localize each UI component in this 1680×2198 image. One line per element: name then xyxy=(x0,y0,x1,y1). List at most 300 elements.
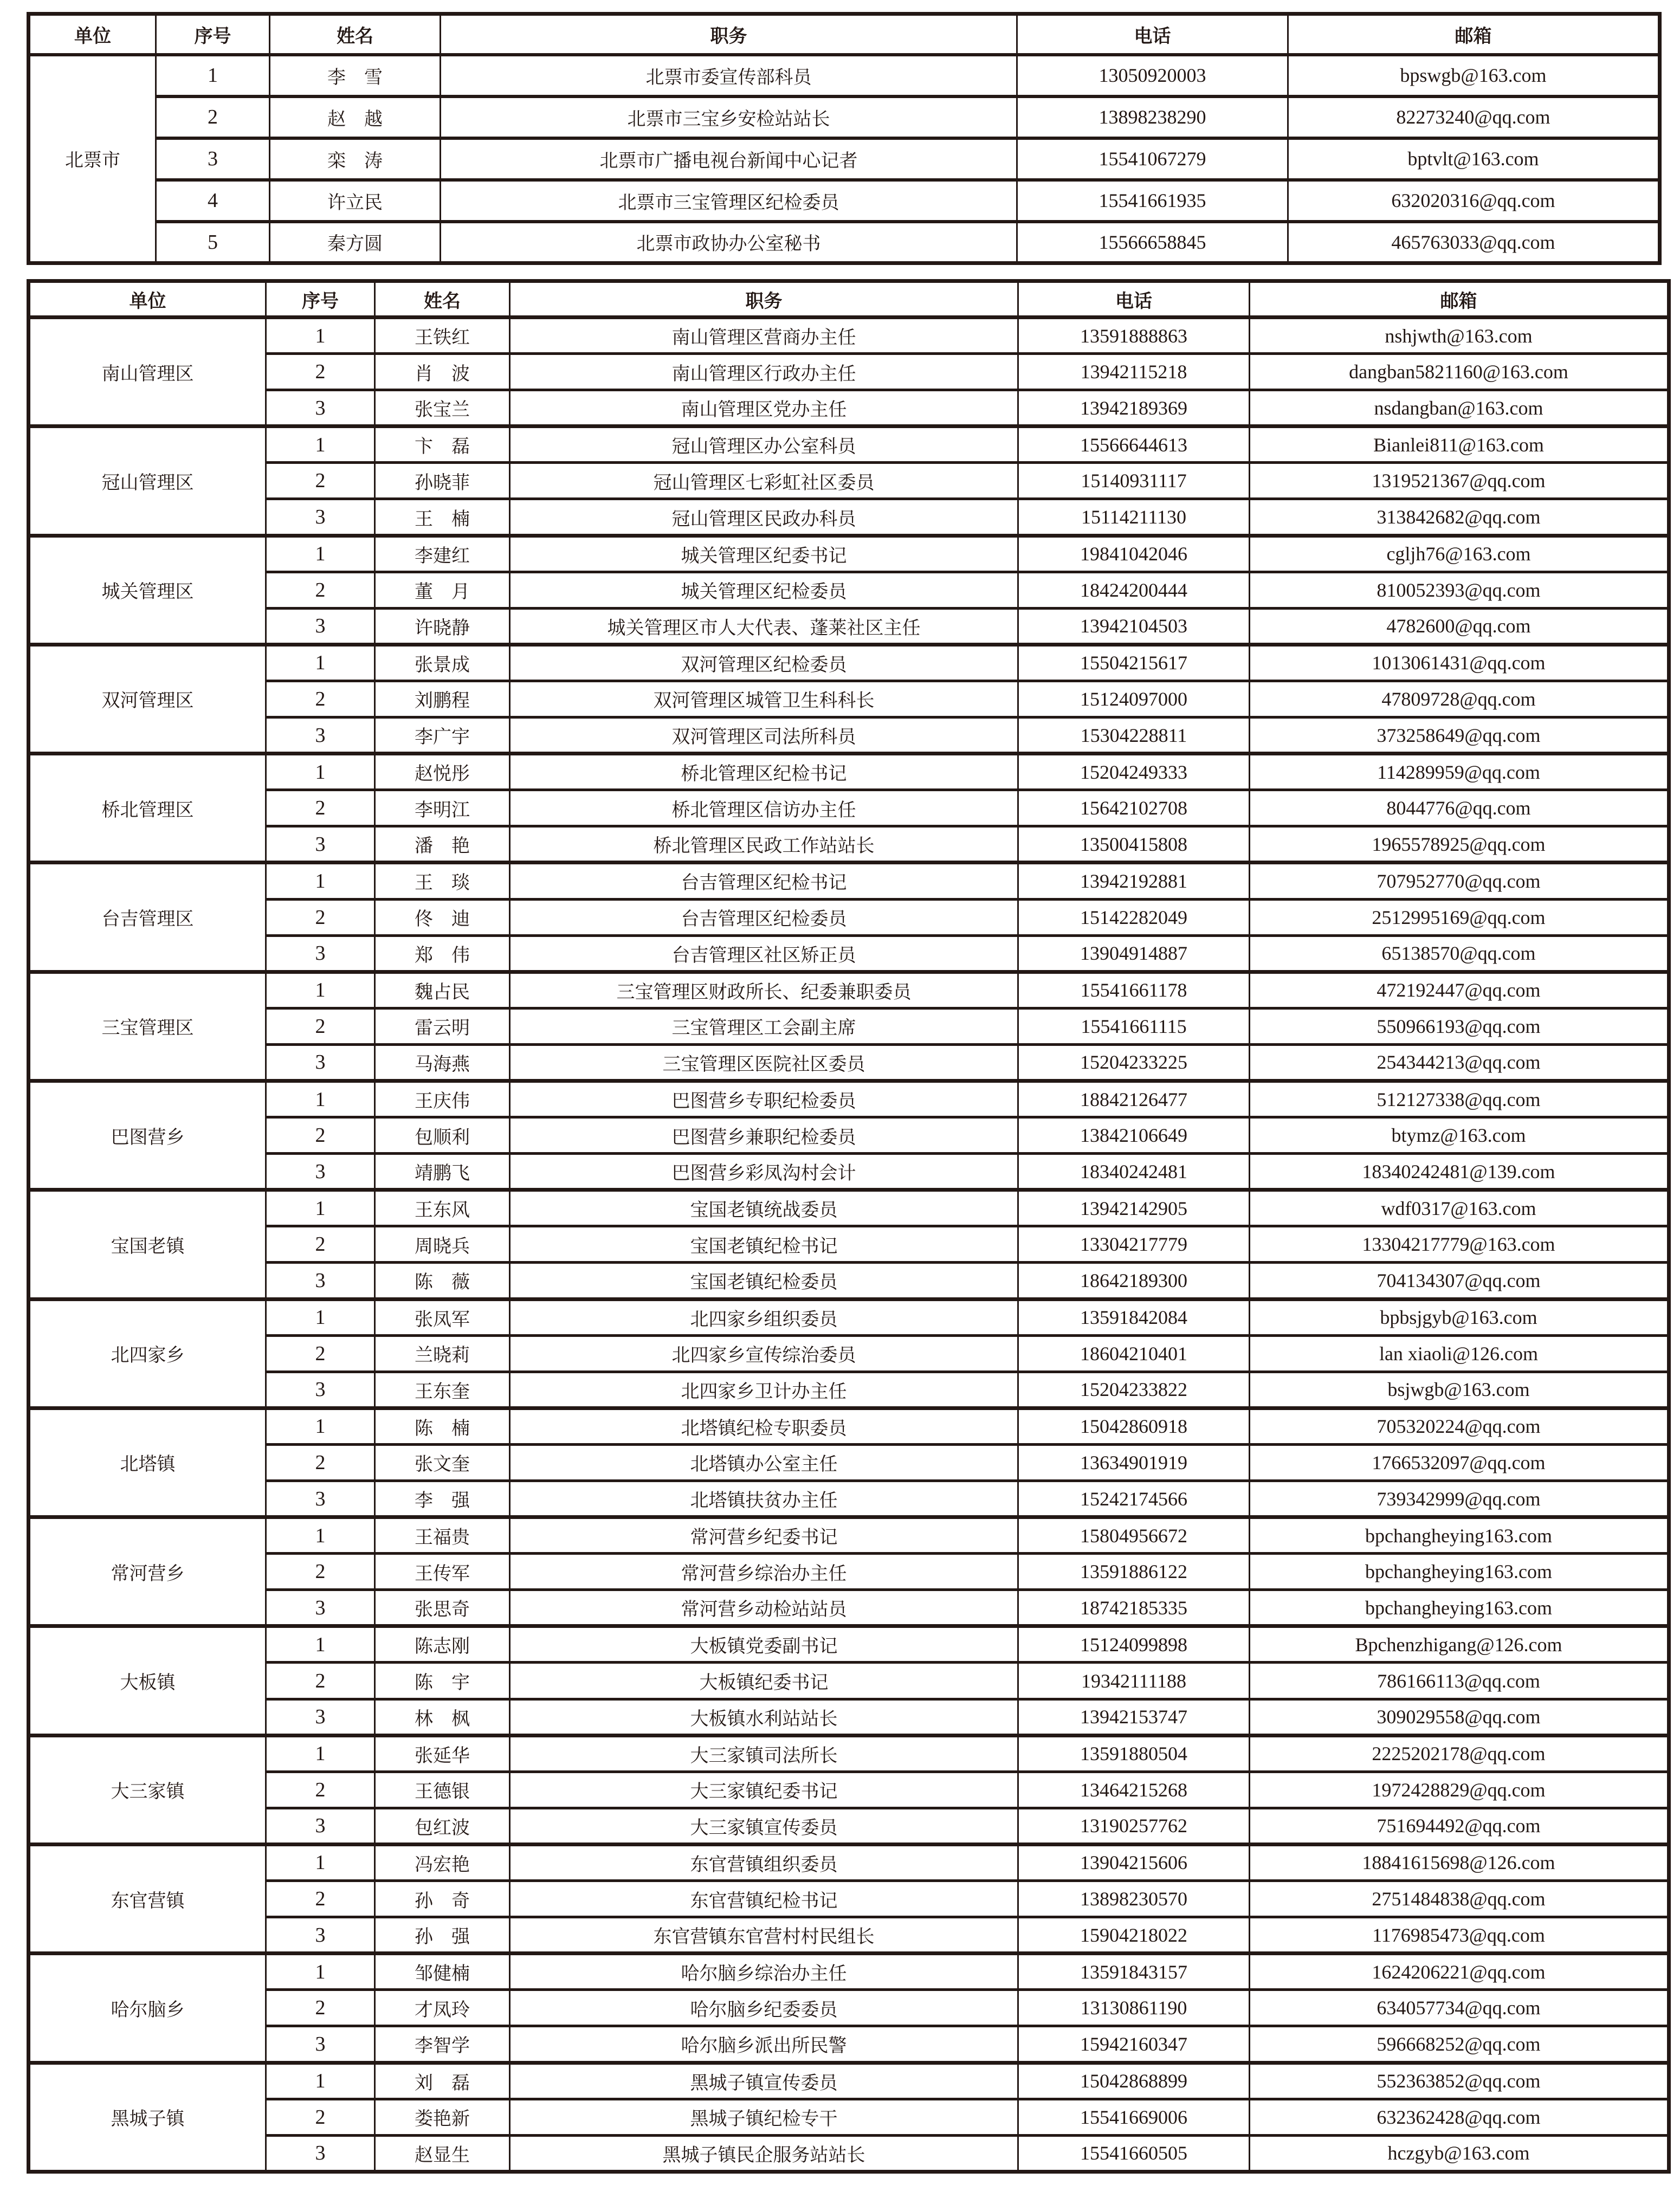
row-number-cell: 2 xyxy=(266,681,375,717)
header-phone: 电话 xyxy=(1018,281,1250,318)
title-cell: 三宝管理区财政所长、纪委兼职委员 xyxy=(510,972,1018,1008)
title-cell: 大板镇水利站站长 xyxy=(510,1699,1018,1735)
name-cell: 赵悦彤 xyxy=(375,754,510,790)
email-cell: 373258649@qq.com xyxy=(1250,717,1669,754)
name-cell: 雷云明 xyxy=(375,1008,510,1044)
row-number-cell: 3 xyxy=(266,1481,375,1517)
title-cell: 哈尔脑乡派出所民警 xyxy=(510,2026,1018,2063)
unit-cell: 巴图营乡 xyxy=(29,1081,266,1189)
phone-cell: 18604210401 xyxy=(1018,1335,1250,1372)
title-cell: 黑城子镇纪检专干 xyxy=(510,2099,1018,2135)
row-number-cell: 1 xyxy=(266,1954,375,1990)
unit-cell: 三宝管理区 xyxy=(29,972,266,1081)
title-cell: 常河营乡纪委书记 xyxy=(510,1517,1018,1554)
title-cell: 大板镇党委副书记 xyxy=(510,1626,1018,1663)
table-row xyxy=(29,1554,1669,1590)
name-cell: 冯宏艳 xyxy=(375,1844,510,1880)
title-cell: 桥北管理区信访办主任 xyxy=(510,790,1018,826)
phone-cell: 13942115218 xyxy=(1018,354,1250,390)
name-cell: 栾 涛 xyxy=(270,138,441,180)
phone-cell: 18340242481 xyxy=(1018,1154,1250,1190)
name-cell: 王传军 xyxy=(375,1554,510,1590)
email-cell: nshjwth@163.com xyxy=(1250,318,1669,354)
table-row xyxy=(29,1917,1669,1954)
phone-cell: 13904215606 xyxy=(1018,1844,1250,1880)
phone-cell: 13591843157 xyxy=(1018,1954,1250,1990)
name-cell: 李建红 xyxy=(375,535,510,572)
phone-cell: 15204233225 xyxy=(1018,1044,1250,1081)
name-cell: 陈 宇 xyxy=(375,1663,510,1699)
header-title: 职务 xyxy=(441,14,1017,55)
title-cell: 大三家镇司法所长 xyxy=(510,1735,1018,1772)
email-cell: 596668252@qq.com xyxy=(1250,2026,1669,2063)
table-row xyxy=(29,1408,1669,1444)
row-number-cell: 1 xyxy=(266,1408,375,1444)
title-cell: 三宝管理区医院社区委员 xyxy=(510,1044,1018,1081)
email-cell: bptvlt@163.com xyxy=(1288,138,1660,180)
row-number-cell: 2 xyxy=(266,790,375,826)
row-number-cell: 3 xyxy=(266,1044,375,1081)
table-row xyxy=(29,318,1669,354)
phone-cell: 18642189300 xyxy=(1018,1263,1250,1299)
name-cell: 佟 迪 xyxy=(375,899,510,935)
title-cell: 双河管理区城管卫生科科长 xyxy=(510,681,1018,717)
name-cell: 张文奎 xyxy=(375,1444,510,1481)
unit-cell: 北四家乡 xyxy=(29,1299,266,1408)
phone-cell: 15804956672 xyxy=(1018,1517,1250,1554)
phone-cell: 13942142905 xyxy=(1018,1190,1250,1226)
row-number-cell: 3 xyxy=(266,1263,375,1299)
phone-cell: 13591880504 xyxy=(1018,1735,1250,1772)
table-row xyxy=(29,1808,1669,1844)
title-cell: 三宝管理区工会副主席 xyxy=(510,1008,1018,1044)
table-row xyxy=(29,1590,1669,1626)
row-number-cell: 2 xyxy=(266,899,375,935)
table-row xyxy=(29,1954,1669,1990)
title-cell: 北票市三宝管理区纪检委员 xyxy=(441,180,1017,222)
email-cell: bpchangheying163.com xyxy=(1250,1517,1669,1554)
name-cell: 娄艳新 xyxy=(375,2099,510,2135)
row-number-cell: 1 xyxy=(266,863,375,899)
email-cell: 1624206221@qq.com xyxy=(1250,1954,1669,1990)
row-number-cell: 3 xyxy=(266,390,375,426)
row-number-cell: 1 xyxy=(266,535,375,572)
title-cell: 台吉管理区社区矫正员 xyxy=(510,935,1018,972)
row-number-cell: 2 xyxy=(266,1008,375,1044)
email-cell: 550966193@qq.com xyxy=(1250,1008,1669,1044)
title-cell: 冠山管理区民政办科员 xyxy=(510,499,1018,535)
row-number-cell: 3 xyxy=(266,1699,375,1735)
table-row xyxy=(29,2099,1669,2135)
table-row xyxy=(29,499,1669,535)
name-cell: 周晓兵 xyxy=(375,1226,510,1263)
row-number-cell: 2 xyxy=(266,1226,375,1263)
name-cell: 魏占民 xyxy=(375,972,510,1008)
title-cell: 北塔镇办公室主任 xyxy=(510,1444,1018,1481)
table-row xyxy=(29,1990,1669,2026)
name-cell: 赵 越 xyxy=(270,96,441,138)
name-cell: 张凤军 xyxy=(375,1299,510,1335)
email-cell: 1766532097@qq.com xyxy=(1250,1444,1669,1481)
row-number-cell: 1 xyxy=(266,426,375,463)
email-cell: lan xiaoli@126.com xyxy=(1250,1335,1669,1372)
name-cell: 刘 磊 xyxy=(375,2063,510,2099)
title-cell: 北票市广播电视台新闻中心记者 xyxy=(441,138,1017,180)
email-cell: 786166113@qq.com xyxy=(1250,1663,1669,1699)
email-cell: 705320224@qq.com xyxy=(1250,1408,1669,1444)
name-cell: 李广宇 xyxy=(375,717,510,754)
header-number: 序号 xyxy=(266,281,375,318)
title-cell: 台吉管理区纪检委员 xyxy=(510,899,1018,935)
table-row xyxy=(29,1481,1669,1517)
row-number-cell: 1 xyxy=(266,1844,375,1880)
name-cell: 林 枫 xyxy=(375,1699,510,1735)
title-cell: 城关管理区市人大代表、蓬莱社区主任 xyxy=(510,608,1018,644)
name-cell: 刘鹏程 xyxy=(375,681,510,717)
title-cell: 东官营镇东官营村村民组长 xyxy=(510,1917,1018,1954)
table-row xyxy=(29,935,1669,972)
row-number-cell: 3 xyxy=(266,1590,375,1626)
phone-cell: 15042860918 xyxy=(1018,1408,1250,1444)
row-number-cell: 2 xyxy=(266,2099,375,2135)
name-cell: 孙 强 xyxy=(375,1917,510,1954)
title-cell: 南山管理区党办主任 xyxy=(510,390,1018,426)
name-cell: 张景成 xyxy=(375,644,510,681)
row-number-cell: 3 xyxy=(266,2135,375,2171)
name-cell: 马海燕 xyxy=(375,1044,510,1081)
row-number-cell: 1 xyxy=(266,754,375,790)
row-number-cell: 3 xyxy=(266,1917,375,1954)
phone-cell: 15541660505 xyxy=(1018,2135,1250,2171)
title-cell: 东官营镇组织委员 xyxy=(510,1844,1018,1880)
row-number-cell: 3 xyxy=(266,1372,375,1408)
contact-table-districts xyxy=(27,279,1671,2174)
phone-cell: 13050920003 xyxy=(1017,55,1288,96)
unit-cell: 东官营镇 xyxy=(29,1844,266,1953)
table-row xyxy=(29,1844,1669,1880)
name-cell: 王福贵 xyxy=(375,1517,510,1554)
row-number-cell: 1 xyxy=(266,644,375,681)
email-cell: 47809728@qq.com xyxy=(1250,681,1669,717)
row-number-cell: 5 xyxy=(156,222,270,263)
phone-cell: 15204249333 xyxy=(1018,754,1250,790)
row-number-cell: 1 xyxy=(266,318,375,354)
email-cell: 1013061431@qq.com xyxy=(1250,644,1669,681)
row-number-cell: 2 xyxy=(266,1117,375,1154)
row-number-cell: 2 xyxy=(266,572,375,608)
phone-cell: 15541067279 xyxy=(1017,138,1288,180)
email-cell: 739342999@qq.com xyxy=(1250,1481,1669,1517)
unit-cell: 宝国老镇 xyxy=(29,1190,266,1299)
table-row xyxy=(29,426,1669,463)
title-cell: 哈尔脑乡纪委委员 xyxy=(510,1990,1018,2026)
phone-cell: 18424200444 xyxy=(1018,572,1250,608)
email-cell: 313842682@qq.com xyxy=(1250,499,1669,535)
row-number-cell: 1 xyxy=(266,1190,375,1226)
table-row xyxy=(29,55,1660,96)
table-header-row xyxy=(29,281,1669,318)
table-row xyxy=(29,1881,1669,1917)
phone-cell: 13634901919 xyxy=(1018,1444,1250,1481)
title-cell: 桥北管理区民政工作站站长 xyxy=(510,826,1018,863)
table-row xyxy=(29,1299,1669,1335)
table-row xyxy=(29,463,1669,499)
phone-cell: 15541661178 xyxy=(1018,972,1250,1008)
name-cell: 肖 波 xyxy=(375,354,510,390)
table-row xyxy=(29,1081,1669,1117)
table-row xyxy=(29,972,1669,1008)
title-cell: 城关管理区纪检委员 xyxy=(510,572,1018,608)
row-number-cell: 3 xyxy=(266,935,375,972)
email-cell: 309029558@qq.com xyxy=(1250,1699,1669,1735)
phone-cell: 15566644613 xyxy=(1018,426,1250,463)
name-cell: 包顺利 xyxy=(375,1117,510,1154)
phone-cell: 13500415808 xyxy=(1018,826,1250,863)
unit-cell: 黑城子镇 xyxy=(29,2063,266,2171)
name-cell: 包红波 xyxy=(375,1808,510,1844)
title-cell: 巴图营乡兼职纪检委员 xyxy=(510,1117,1018,1154)
email-cell: 512127338@qq.com xyxy=(1250,1081,1669,1117)
email-cell: 632020316@qq.com xyxy=(1288,180,1660,222)
table-row xyxy=(29,1372,1669,1408)
row-number-cell: 2 xyxy=(266,354,375,390)
email-cell: Bpchenzhigang@126.com xyxy=(1250,1626,1669,1663)
email-cell: dangban5821160@163.com xyxy=(1250,354,1669,390)
phone-cell: 15942160347 xyxy=(1018,2026,1250,2063)
table-row xyxy=(29,2135,1669,2171)
name-cell: 王东奎 xyxy=(375,1372,510,1408)
row-number-cell: 3 xyxy=(266,499,375,535)
name-cell: 靖鹏飞 xyxy=(375,1154,510,1190)
phone-cell: 13842106649 xyxy=(1018,1117,1250,1154)
title-cell: 北四家乡宣传综治委员 xyxy=(510,1335,1018,1372)
phone-cell: 18842126477 xyxy=(1018,1081,1250,1117)
header-email: 邮箱 xyxy=(1250,281,1669,318)
title-cell: 常河营乡动检站站员 xyxy=(510,1590,1018,1626)
table-row xyxy=(29,354,1669,390)
table-row xyxy=(29,572,1669,608)
email-cell: 704134307@qq.com xyxy=(1250,1263,1669,1299)
table-row xyxy=(29,96,1660,138)
phone-cell: 13942153747 xyxy=(1018,1699,1250,1735)
phone-cell: 15566658845 xyxy=(1017,222,1288,263)
phone-cell: 13898238290 xyxy=(1017,96,1288,138)
title-cell: 常河营乡综治办主任 xyxy=(510,1554,1018,1590)
email-cell: 13304217779@163.com xyxy=(1250,1226,1669,1263)
name-cell: 李 雪 xyxy=(270,55,441,96)
email-cell: 465763033@qq.com xyxy=(1288,222,1660,263)
phone-cell: 13591888863 xyxy=(1018,318,1250,354)
title-cell: 城关管理区纪委书记 xyxy=(510,535,1018,572)
name-cell: 潘 艳 xyxy=(375,826,510,863)
title-cell: 台吉管理区纪检书记 xyxy=(510,863,1018,899)
phone-cell: 15140931117 xyxy=(1018,463,1250,499)
phone-cell: 13942104503 xyxy=(1018,608,1250,644)
title-cell: 东官营镇纪检书记 xyxy=(510,1881,1018,1917)
email-cell: btymz@163.com xyxy=(1250,1117,1669,1154)
phone-cell: 15642102708 xyxy=(1018,790,1250,826)
unit-cell: 台吉管理区 xyxy=(29,863,266,972)
title-cell: 北票市委宣传部科员 xyxy=(441,55,1017,96)
name-cell: 陈 楠 xyxy=(375,1408,510,1444)
phone-cell: 13942192881 xyxy=(1018,863,1250,899)
name-cell: 王 琰 xyxy=(375,863,510,899)
name-cell: 李 强 xyxy=(375,1481,510,1517)
title-cell: 宝国老镇统战委员 xyxy=(510,1190,1018,1226)
email-cell: 1319521367@qq.com xyxy=(1250,463,1669,499)
phone-cell: 13130861190 xyxy=(1018,1990,1250,2026)
row-number-cell: 1 xyxy=(266,972,375,1008)
table-row xyxy=(29,681,1669,717)
name-cell: 王东风 xyxy=(375,1190,510,1226)
email-cell: 114289959@qq.com xyxy=(1250,754,1669,790)
phone-cell: 19342111188 xyxy=(1018,1663,1250,1699)
title-cell: 巴图营乡专职纪检委员 xyxy=(510,1081,1018,1117)
name-cell: 郑 伟 xyxy=(375,935,510,972)
table-row xyxy=(29,1626,1669,1663)
email-cell: wdf0317@163.com xyxy=(1250,1190,1669,1226)
name-cell: 王德银 xyxy=(375,1772,510,1808)
title-cell: 黑城子镇宣传委员 xyxy=(510,2063,1018,2099)
name-cell: 李智学 xyxy=(375,2026,510,2063)
email-cell: bpchangheying163.com xyxy=(1250,1554,1669,1590)
name-cell: 张延华 xyxy=(375,1735,510,1772)
phone-cell: 15541669006 xyxy=(1018,2099,1250,2135)
email-cell: cgljh76@163.com xyxy=(1250,535,1669,572)
email-cell: bpswgb@163.com xyxy=(1288,55,1660,96)
phone-cell: 15304228811 xyxy=(1018,717,1250,754)
table-row xyxy=(29,390,1669,426)
email-cell: 1965578925@qq.com xyxy=(1250,826,1669,863)
title-cell: 黑城子镇民企服务站站长 xyxy=(510,2135,1018,2171)
table-row xyxy=(29,535,1669,572)
email-cell: 2225202178@qq.com xyxy=(1250,1735,1669,1772)
header-title: 职务 xyxy=(510,281,1018,318)
title-cell: 宝国老镇纪检书记 xyxy=(510,1226,1018,1263)
email-cell: 4782600@qq.com xyxy=(1250,608,1669,644)
name-cell: 才凤玲 xyxy=(375,1990,510,2026)
email-cell: 1176985473@qq.com xyxy=(1250,1917,1669,1954)
header-name: 姓名 xyxy=(270,14,441,55)
table-row xyxy=(29,222,1660,263)
row-number-cell: 1 xyxy=(266,1735,375,1772)
phone-cell: 15042868899 xyxy=(1018,2063,1250,2099)
title-cell: 南山管理区营商办主任 xyxy=(510,318,1018,354)
phone-cell: 13190257762 xyxy=(1018,1808,1250,1844)
row-number-cell: 1 xyxy=(266,1299,375,1335)
email-cell: bpchangheying163.com xyxy=(1250,1590,1669,1626)
name-cell: 张思奇 xyxy=(375,1590,510,1626)
email-cell: 634057734@qq.com xyxy=(1250,1990,1669,2026)
email-cell: 472192447@qq.com xyxy=(1250,972,1669,1008)
name-cell: 董 月 xyxy=(375,572,510,608)
email-cell: nsdangban@163.com xyxy=(1250,390,1669,426)
title-cell: 冠山管理区七彩虹社区委员 xyxy=(510,463,1018,499)
row-number-cell: 2 xyxy=(266,1335,375,1372)
phone-cell: 13942189369 xyxy=(1018,390,1250,426)
row-number-cell: 2 xyxy=(266,1663,375,1699)
email-cell: 2512995169@qq.com xyxy=(1250,899,1669,935)
table-row xyxy=(29,1226,1669,1263)
table-row xyxy=(29,1044,1669,1081)
phone-cell: 15904218022 xyxy=(1018,1917,1250,1954)
header-name: 姓名 xyxy=(375,281,510,318)
header-email: 邮箱 xyxy=(1288,14,1660,55)
name-cell: 许晓静 xyxy=(375,608,510,644)
phone-cell: 15541661115 xyxy=(1018,1008,1250,1044)
title-cell: 南山管理区行政办主任 xyxy=(510,354,1018,390)
title-cell: 大板镇纪委书记 xyxy=(510,1663,1018,1699)
table-row xyxy=(29,1444,1669,1481)
contact-table-city xyxy=(27,12,1662,265)
title-cell: 北塔镇纪检专职委员 xyxy=(510,1408,1018,1444)
email-cell: 707952770@qq.com xyxy=(1250,863,1669,899)
table-row xyxy=(29,608,1669,644)
title-cell: 巴图营乡彩凤沟村会计 xyxy=(510,1154,1018,1190)
phone-cell: 13464215268 xyxy=(1018,1772,1250,1808)
email-cell: 552363852@qq.com xyxy=(1250,2063,1669,2099)
row-number-cell: 2 xyxy=(266,463,375,499)
title-cell: 宝国老镇纪检委员 xyxy=(510,1263,1018,1299)
email-cell: bsjwgb@163.com xyxy=(1250,1372,1669,1408)
title-cell: 大三家镇纪委书记 xyxy=(510,1772,1018,1808)
table-row xyxy=(29,180,1660,222)
phone-cell: 15541661935 xyxy=(1017,180,1288,222)
table-row xyxy=(29,790,1669,826)
phone-cell: 15124099898 xyxy=(1018,1626,1250,1663)
table-row xyxy=(29,1663,1669,1699)
phone-cell: 13304217779 xyxy=(1018,1226,1250,1263)
unit-cell: 大三家镇 xyxy=(29,1735,266,1844)
row-number-cell: 3 xyxy=(156,138,270,180)
name-cell: 邹健楠 xyxy=(375,1954,510,1990)
name-cell: 王庆伟 xyxy=(375,1081,510,1117)
row-number-cell: 3 xyxy=(266,1154,375,1190)
unit-cell: 北塔镇 xyxy=(29,1408,266,1517)
title-cell: 北塔镇扶贫办主任 xyxy=(510,1481,1018,1517)
title-cell: 大三家镇宣传委员 xyxy=(510,1808,1018,1844)
email-cell: 82273240@qq.com xyxy=(1288,96,1660,138)
header-unit: 单位 xyxy=(29,14,156,55)
table-row xyxy=(29,754,1669,790)
name-cell: 秦方圆 xyxy=(270,222,441,263)
phone-cell: 13904914887 xyxy=(1018,935,1250,972)
phone-cell: 15242174566 xyxy=(1018,1481,1250,1517)
title-cell: 双河管理区纪检委员 xyxy=(510,644,1018,681)
table-row xyxy=(29,1263,1669,1299)
table-row xyxy=(29,2026,1669,2063)
phone-cell: 15124097000 xyxy=(1018,681,1250,717)
row-number-cell: 1 xyxy=(266,2063,375,2099)
phone-cell: 13898230570 xyxy=(1018,1881,1250,1917)
table-row xyxy=(29,1335,1669,1372)
table-row xyxy=(29,826,1669,863)
row-number-cell: 3 xyxy=(266,717,375,754)
row-number-cell: 2 xyxy=(266,1772,375,1808)
title-cell: 冠山管理区办公室科员 xyxy=(510,426,1018,463)
title-cell: 北四家乡卫计办主任 xyxy=(510,1372,1018,1408)
table-row xyxy=(29,1154,1669,1190)
unit-cell: 北票市 xyxy=(29,55,156,263)
phone-cell: 18742185335 xyxy=(1018,1590,1250,1626)
email-cell: hczgyb@163.com xyxy=(1250,2135,1669,2171)
table-row xyxy=(29,863,1669,899)
table-row xyxy=(29,717,1669,754)
title-cell: 双河管理区司法所科员 xyxy=(510,717,1018,754)
table-row xyxy=(29,1117,1669,1154)
row-number-cell: 3 xyxy=(266,2026,375,2063)
title-cell: 北四家乡组织委员 xyxy=(510,1299,1018,1335)
